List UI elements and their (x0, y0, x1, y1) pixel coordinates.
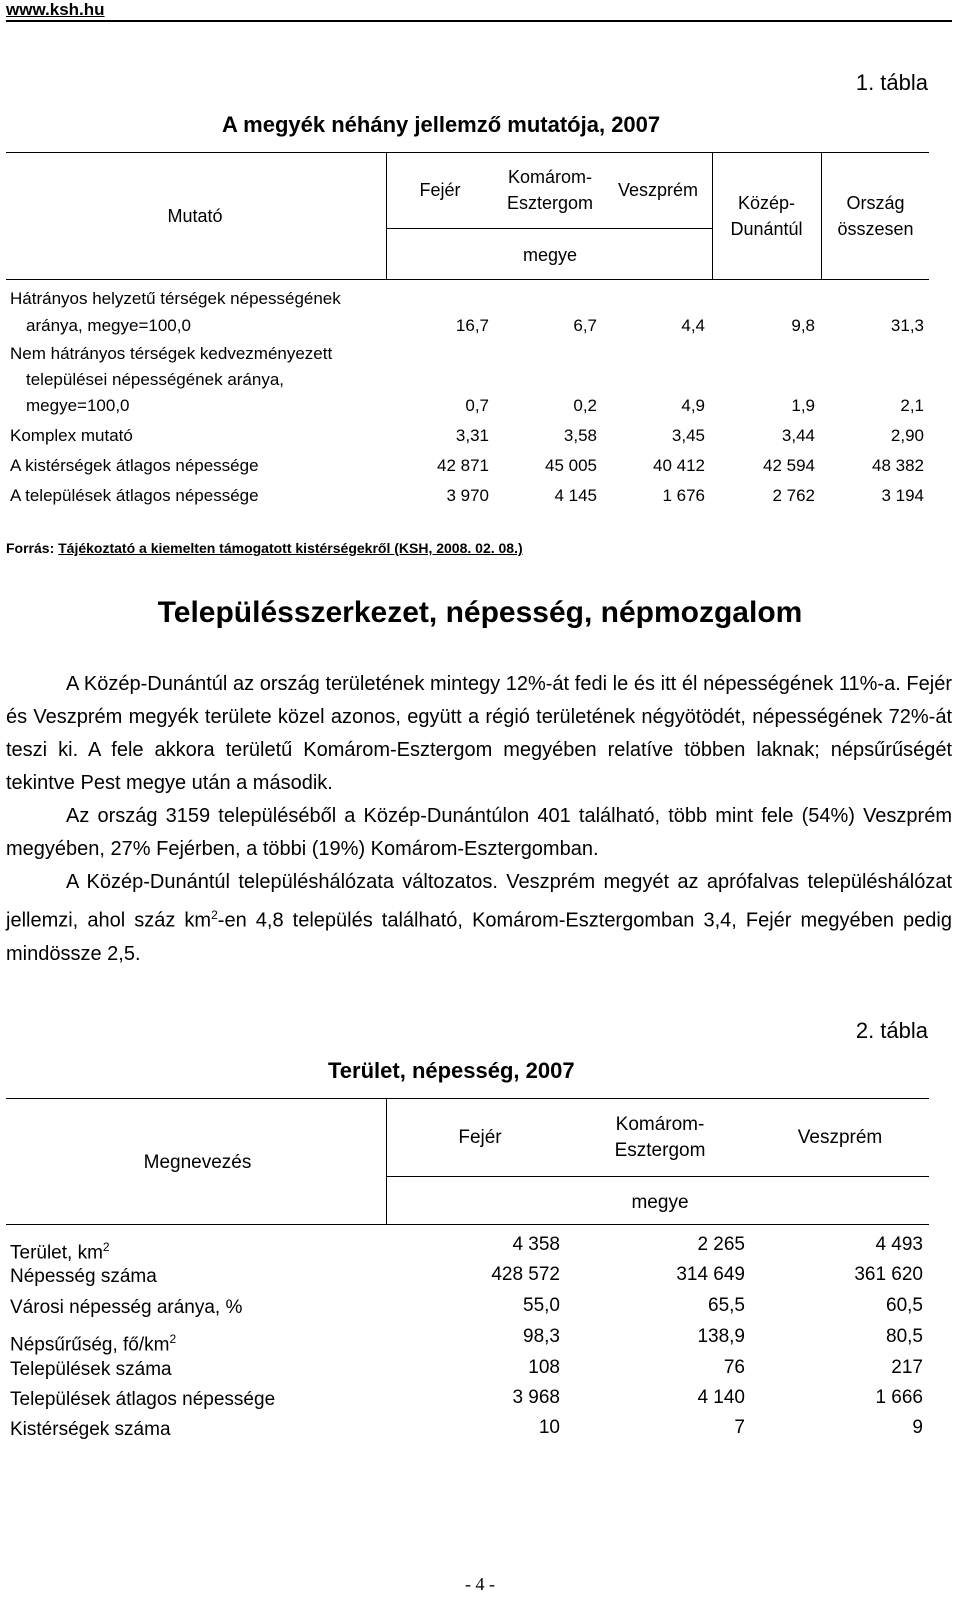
table1-row-label: A települések átlagos népessége (10, 486, 259, 505)
table1-cell: 1 676 (662, 486, 705, 505)
table2-cell: 4 140 (697, 1387, 745, 1408)
table1-cell: 6,7 (573, 316, 597, 335)
site-link[interactable]: www.ksh.hu (6, 0, 105, 19)
table1-cell: 42 871 (437, 456, 489, 475)
table2-cell: 98,3 (523, 1326, 560, 1347)
table1-cell: 3,45 (671, 426, 705, 445)
table2-row-label-text: Városi népesség aránya, % (10, 1297, 243, 1318)
table1-cell: 40 412 (653, 456, 705, 475)
table2-cell: 3 968 (512, 1387, 560, 1408)
table1-megye-rule (386, 228, 712, 229)
table2-header-bottom-rule (6, 1224, 929, 1225)
table1-cell: 4 145 (554, 486, 597, 505)
table1-title: A megyék néhány jellemző mutatója, 2007 (222, 112, 661, 137)
table2-cell: 138,9 (697, 1326, 745, 1347)
table2-row-label (10, 1293, 242, 1323)
paragraph (6, 866, 952, 971)
table2-header-veszprem: Veszprém (797, 1127, 883, 1148)
table1-cell: 3 194 (881, 486, 924, 505)
table2-row-label-text: Települések száma (10, 1359, 172, 1380)
table2-row-label-text: Települések átlagos népessége (10, 1389, 276, 1410)
table1-header-komarom-2: Esztergom (506, 193, 594, 213)
table2-megye-rule (386, 1176, 929, 1177)
paragraph-part: A Közép-Dunántúl településhálózata változatos. Veszprém megyét az aprófalvas településhálózat jellemzi, ahol száz km (6, 871, 952, 932)
table2-row-label-sup: 2 (169, 1332, 177, 1346)
table2-cell: 1 666 (875, 1387, 923, 1408)
table2-cell: 76 (723, 1357, 745, 1378)
section-heading: Településszerkezet, népesség, népmozgalom (157, 596, 803, 629)
table1-row-label: megye=100,0 (26, 396, 130, 415)
table1-header-fejer: Fejér (419, 180, 461, 200)
table1-cell: 3,31 (455, 426, 489, 445)
table2-header-megnevezes: Megnevezés (143, 1152, 252, 1173)
table2-header-komarom-1: Komárom- (615, 1114, 705, 1135)
table2-row-label-text: Népsűrűség, fő/km (10, 1334, 170, 1356)
table1-header-komarom-1: Komárom- (507, 167, 592, 187)
table1-row-label: települései népességének aránya, (26, 370, 285, 389)
table1-header-veszprem: Veszprém (617, 180, 699, 200)
body-text (6, 668, 952, 971)
table2-header-megye: megye (631, 1192, 689, 1213)
table2-row-label (10, 1385, 275, 1415)
table1-cell: 4,4 (681, 316, 705, 335)
table2-row-label-text: Népesség száma (10, 1266, 157, 1287)
table1-header-kozep-1: Közép- (737, 193, 796, 213)
table1-cell: 0,2 (573, 396, 597, 415)
table1-cell: 48 382 (872, 456, 924, 475)
table1-cell: 3,44 (781, 426, 815, 445)
table2-row-label-text: Terület, km (10, 1242, 103, 1264)
table1-header-bottom-rule (6, 279, 929, 280)
table1-header-mutato: Mutató (167, 206, 223, 226)
table1-cell: 9,8 (791, 316, 815, 335)
table2-cell: 10 (538, 1417, 560, 1438)
table1-header-orszag-1: Ország (846, 193, 905, 213)
table2-cell: 361 620 (854, 1264, 923, 1285)
table2-title: Terület, népesség, 2007 (328, 1058, 575, 1083)
paragraph: A Közép-Dunántúl az ország területének mintegy 12%-át fedi le és itt él népességének 11%-a. Fejér és Veszprém megyék területe közel azonos, együtt a régió területének négyötödét, népességének 72%-át teszi ki. A fele akkora területű Komárom-Esztergom megyében relatíve többen laknak; népsűrűségét tekintve Pest megye után a második. (6, 673, 952, 794)
table2-cell: 4 358 (512, 1234, 560, 1255)
table1-vline (386, 152, 387, 279)
table1-header-megye: megye (522, 245, 578, 265)
table1-row-label: Hátrányos helyzetű térségek népességének (10, 289, 341, 308)
table1-number: 1. tábla (855, 70, 928, 95)
table1-cell: 3,58 (563, 426, 597, 445)
table2-row-label (10, 1262, 157, 1292)
table2-cell: 217 (891, 1357, 923, 1378)
paragraph-sup: 2 (211, 908, 218, 922)
table2-vline (386, 1098, 387, 1224)
table2-cell: 55,0 (523, 1295, 560, 1316)
table1-cell: 0,7 (465, 396, 489, 415)
table2-cell: 108 (528, 1357, 560, 1378)
table2-cell: 80,5 (886, 1326, 923, 1347)
paragraph-part: -en 4,8 település található, Komárom-Esztergomban 3,4, Fejér megyében pedig mindössze 2,5. (6, 909, 952, 965)
table1-source (6, 540, 523, 556)
table2-cell: 60,5 (886, 1295, 923, 1316)
table1-header-orszag-2: összesen (837, 219, 914, 239)
page-number: - 4 - (465, 1574, 495, 1594)
table1-cell: 42 594 (763, 456, 815, 475)
table1-cell: 2,1 (900, 396, 924, 415)
table2-cell: 65,5 (708, 1295, 745, 1316)
source-prefix: Forrás: (6, 540, 59, 556)
paragraph: Az ország 3159 településéből a Közép-Dunántúlon 401 található, több mint fele (54%) Veszprém megyében, 27% Fejérben, a többi (19%) Komárom-Esztergomban. (6, 805, 952, 860)
table2-cell: 4 493 (875, 1234, 923, 1255)
table2-cell: 428 572 (491, 1264, 560, 1285)
table2-header-fejer: Fejér (458, 1127, 502, 1148)
table1-row-label: aránya, megye=100,0 (26, 316, 191, 335)
table2-top-rule (6, 1098, 929, 1099)
table2-row-label (10, 1415, 171, 1445)
table2-cell: 9 (912, 1417, 923, 1438)
table2-cell: 314 649 (676, 1264, 745, 1285)
table2-row-label-text: Kistérségek száma (10, 1419, 171, 1440)
table1-row-label: Nem hátrányos térségek kedvezményezett (10, 344, 333, 363)
table2-cell: 7 (734, 1417, 745, 1438)
table2-row-label (10, 1355, 172, 1385)
table1-cell: 3 970 (446, 486, 489, 505)
table1-cell: 2 762 (772, 486, 815, 505)
table1-header-kozep-2: Dunántúl (730, 219, 803, 239)
table1-row-label: Komplex mutató (10, 426, 133, 445)
table1-cell: 45 005 (545, 456, 597, 475)
table1-row-label: A kistérségek átlagos népessége (10, 456, 259, 475)
table2-row-label-sup: 2 (102, 1240, 110, 1254)
table2-cell: 2 265 (697, 1234, 745, 1255)
source-link[interactable]: Tájékoztató a kiemelten támogatott kistérségekről (KSH, 2008. 02. 08.) (58, 540, 523, 556)
table1-cell: 31,3 (890, 316, 924, 335)
table1-cell: 1,9 (791, 396, 815, 415)
table1-top-rule (6, 152, 929, 153)
table1-cell: 2,90 (890, 426, 924, 445)
table1-cell: 16,7 (455, 316, 489, 335)
table2-header-komarom-2: Esztergom (614, 1140, 706, 1161)
table1-cell: 4,9 (681, 396, 705, 415)
header-rule (6, 20, 952, 22)
table2-number: 2. tábla (855, 1018, 928, 1043)
